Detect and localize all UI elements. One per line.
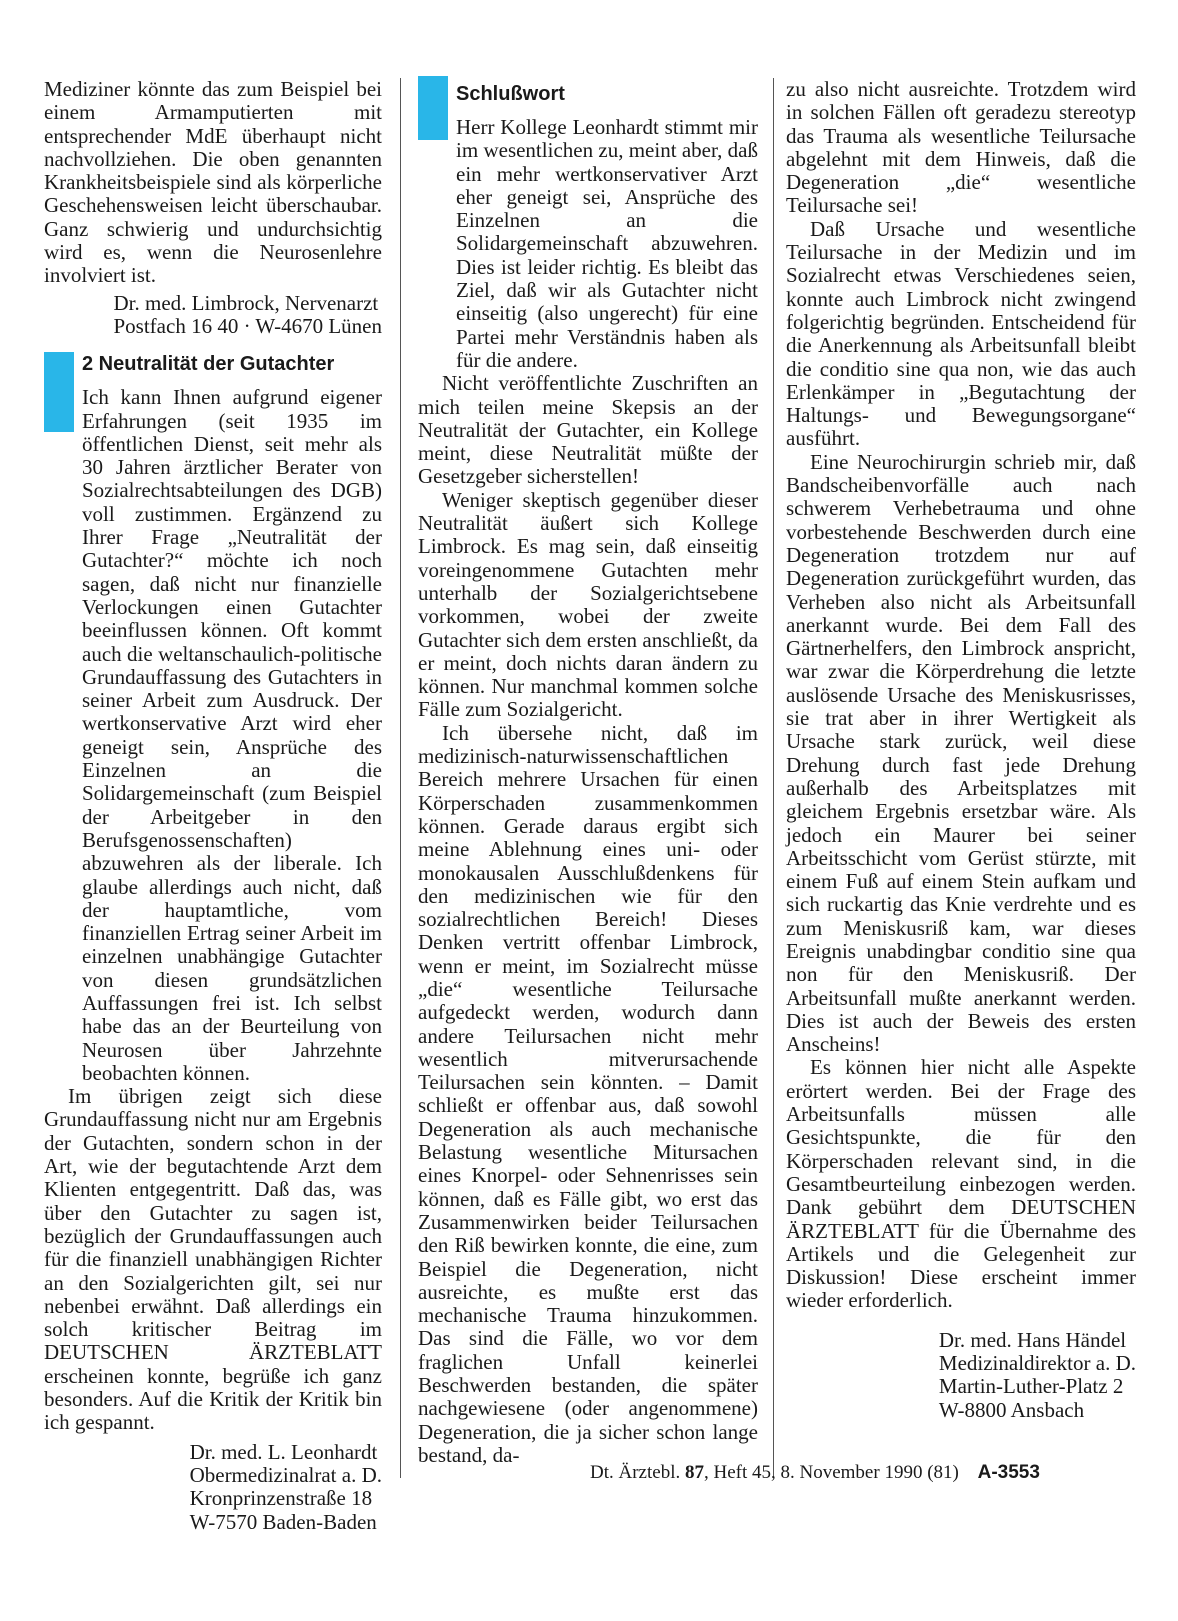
column-left [44,78,382,1534]
body-paragraph: zu also nicht ausreichte. Trotzdem wird in solchen Fällen oft geradezu stereotyp das Trauma als wesentliche Teilursache abgelehnt mit dem Hinweis, daß die Degeneration „die“ wesentliche Teilursache sei! [786,77,1136,218]
signature-block [44,292,382,339]
body-paragraph: Es können hier nicht alle Aspekte erörtert werden. Bei der Frage des Arbeitsunfalls müssen alle Gesichtspunkte, die für den Körperschaden relevant sind, in die Gesamtbeurteilung einbezogen werden. Dank gebührt dem DEUTSCHEN ÄRZTEBLATT für die Übernahme des Artikels und die Gelegenheit zur Diskussion! Diese erscheint immer wieder erforderlich. [786,1055,1136,1313]
body-paragraph: Eine Neurochirurgin schrieb mir, daß Bandscheibenvorfälle auch nach schwerem Verhebetrauma und ohne vorbestehende Beschwerden durch eine Degeneration trotzdem nur auf Degeneration zurückgeführt wurden, das Verheben also nicht als Arbeitsunfall anerkannt wurde. Bei dem Fall des Gärtnerhelfers, den Limbrock anspricht, war zwar die Körperdrehung die letzte auslösende Ursache des Meniskusrisses, sie trat aber in ihrer Wertigkeit als Ursache stark zurück, weil diese Drehung durch fast jede Drehung außerhalb des Arbeitsplatzes mit gleichem Ergebnis ersetzbar wäre. Als jedoch ein Maurer bei seiner Arbeitsschicht vom Gerüst stürzte, mit einem Fuß auf einem Stein aufkam und sich ruckartig das Knie verdrehte und es zum Meniskusriß kam, war dieses Ereignis unabdingbar conditio sine qua non für den Meniskusriß. Der Arbeitsunfall mußte anerkannt werden. Dies ist auch der Beweis des ersten Anscheins! [786,449,1136,1057]
accent-bar [418,76,448,140]
column-divider [773,78,774,1478]
signature-line: Kronprinzenstraße 18 [189,1486,373,1511]
accent-bar [44,352,74,432]
section-heading: Schlußwort [456,83,565,105]
signature-line: W-8800 Ansbach [938,1397,1085,1422]
column-middle [418,78,758,1467]
body-paragraph: Weniger skeptisch gegenüber dieser Neutralität äußert sich Kollege Limbrock. Es mag sein, daß einseitig voreingenommene Gutachten mehr unterhalb der Sozialgerichtsebene vorkommen, wobei der zweite Gutachter sich dem ersten anschließt, da er meint, doch nichts daran ändern zu können. Nur manchmal kommen solche Fälle zum Sozialgericht. [418,487,758,722]
signature-line: Postfach 16 40 · W-4670 Lünen [113,313,382,338]
column-divider [400,78,401,1478]
body-paragraph: Im übrigen zeigt sich diese Grundauffassung nicht nur am Ergebnis der Gutachten, sondern schon in der Art, wie der begutachtende Arzt dem Klienten entgegentritt. Daß das, was über den Gutachter zu sagen ist, bezüglich der Grundauffassungen auch für die finanziell unabhängigen Richter an den Sozialgerichten gilt, sei nur nebenbei erwähnt. Daß allerdings ein solch kritischer Beitrag im DEUTSCHEN ÄRZTEBLATT erscheinen konnte, begrüße ich ganz besonders. Auf die Kritik der Kritik bin ich gespannt. [44,1084,382,1435]
signature-block [44,1441,382,1534]
signature-block [786,1329,1136,1422]
signature-line: Dr. med. L. Leonhardt [189,1439,378,1464]
signature-line: Martin-Luther-Platz 2 [938,1374,1124,1399]
signature-line: Dr. med. Limbrock, Nervenarzt [113,290,379,315]
body-paragraph: Ich übersehe nicht, daß im medizinisch-naturwissenschaftlichen Bereich mehrere Ursachen für einen Körperschaden zusammenkommen können. Gerade daraus ergibt sich meine Ablehnung eines uni- oder monokausalen Ausschlußdenkens für den medizinischen wie für den sozialrechtlichen Bereich! Dieses Denken vertritt offenbar Limbrock, wenn er meint, im Sozialrecht müsse „die“ wesentliche Teilursache aufgedeckt werden, wodurch dann andere Teilursachen nicht mehr wesentlich mitverursachende Teilursachen sein könnten. – Damit schließt er offenbar aus, daß sowohl Degeneration als auch mechanische Belastung wesentliche Mitursachen eines Knorpel- oder Sehnenrisses sein können, daß es Fälle gibt, wo erst das Zusammenwirken beider Teilursachen den Riß bewirken konnte, die eine, zum Beispiel die Degeneration, nicht ausreichte, es mußte erst das mechanische Trauma hinzukommen. Das sind die Fälle, wo vor dem fraglichen Unfall keinerlei Beschwerden bestanden, die später nachgewiesene (oder angenommene) Degeneration, die ja sicher schon lange bestand, da- [418,720,758,1467]
signature-line: Dr. med. Hans Händel [938,1327,1127,1352]
signature-line: Obermedizinalrat a. D. [189,1462,382,1487]
signature-line: W-7570 Baden-Baden [189,1509,377,1534]
section-heading-block [418,82,758,372]
page-footer [590,1462,1040,1484]
page-number: A-3553 [977,1462,1040,1483]
body-paragraph: Daß Ursache und wesentliche Teilursache in der Medizin und im Sozialrecht etwas Verschiedenes seien, konnte auch Limbrock nicht zwingend folgerichtig begründen. Entscheidend für die Anerkennung als Arbeitsunfall bleibt die conditio sine qua non, wie das auch Erlenkämper in „Begutachtung der Haltungs- und Bewegungsorgane“ ausführt. [786,216,1136,451]
journal-name: Dt. Ärztebl. [590,1462,681,1483]
column-right [786,78,1136,1422]
section-heading: 2 Neutralität der Gutachter [82,353,335,376]
body-paragraph: Mediziner könnte das zum Beispiel bei einem Armamputierten mit entsprechender MdE überhaupt nicht nachvollziehen. Die oben genannten Krankheitsbeispiele sind als körperliche Geschehensweisen leicht überschaubar. Ganz schwierig und undurchsichtig wird es, wenn die Neurosenlehre involviert ist. [44,77,382,288]
body-paragraph: Nicht veröffentlichte Zuschriften an mich teilen meine Skepsis an der Neutralität der Gutachter, ein Kollege meint, diese Neutralität müßte der Gesetzgeber sicherstellen! [418,371,758,489]
journal-volume: 87 [684,1462,704,1483]
body-paragraph: Ich kann Ihnen aufgrund eigener Erfahrungen (seit 1935 im öffentlichen Dienst, seit mehr als 30 Jahren ärztlicher Berater von Sozialrechtsabteilungen des DGB) voll zustimmen. Ergänzend zu Ihrer Frage „Neutralität der Gutachter?“ möchte ich noch sagen, daß nicht nur finanzielle Verlockungen einen Gutachter beeinflussen können. Oft kommt auch die weltanschaulich-politische Grundauffassung des Gutachters in seiner Arbeit zum Ausdruck. Der wertkonservative Arzt wird eher geneigt sein, Ansprüche des Einzelnen an die Solidargemeinschaft (zum Beispiel der Arbeitgeber in den Berufsgenossenschaften) abzuwehren als der liberale. Ich glaube allerdings auch nicht, daß der hauptamtliche, vom finanziellen Ertrag seiner Arbeit im einzelnen unabhängige Gutachter von diesen grundsätzlichen Auffassungen frei ist. Ich selbst habe das an der Beurteilung von Neurosen über Jahrzehnte beobachten können. [82,385,382,1085]
body-paragraph: Herr Kollege Leonhardt stimmt mir im wesentlichen zu, meint aber, daß ein mehr wertkonservativer Arzt eher geneigt sei, Ansprüche des Einzelnen an die Solidargemeinschaft abzuwehren. Dies ist leider richtig. Es bleibt das Ziel, daß wir als Gutachter nicht einseitig (also ungerecht) für eine Partei mehr Verständnis haben als für die andere. [456,115,758,372]
journal-issue: , Heft 45, 8. November 1990 (81) [703,1462,959,1483]
section-heading-block [44,352,382,1085]
signature-line: Medizinaldirektor a. D. [938,1351,1136,1376]
